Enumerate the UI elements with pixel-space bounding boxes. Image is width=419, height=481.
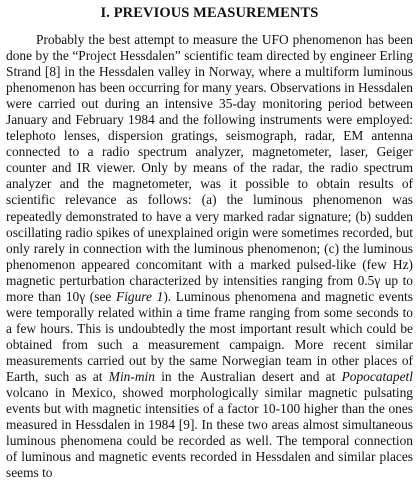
section-heading: I. PREVIOUS MEASUREMENTS bbox=[100, 5, 319, 21]
place-name-popocatapetl: Popocatapetl bbox=[341, 368, 413, 384]
figure-reference: Figure 1 bbox=[116, 288, 164, 304]
body-paragraph bbox=[6, 32, 413, 481]
paragraph-text: volcano in Mexico, showed morphologically similar magnetic pulsating events but with magnetic intensities of a factor 10-100 higher than the ones measured in Hessdalen in 1984 [9]. In these two areas almost simultaneous luminous phenomena could be recorded as well. The temporal connection of luminous and magnetic events recorded in Hessdalen and similar places seems to bbox=[6, 385, 413, 481]
paragraph-text: in the Australian desert and at bbox=[154, 368, 342, 384]
paper-page bbox=[6, 4, 413, 481]
place-name-min-min: Min-min bbox=[108, 368, 155, 384]
paragraph-text: Probably the best attempt to measure the UFO phenomenon has been done by the “Project Hessdalen” scientific team directed by engineer Erling Strand [8] in the Hessdalen valley in Norway, where a multiform luminous phenomenon has been occurring for many years. Observations in Hessdalen were carried out during an intensive 35-day monitoring period between January and February 1984 and the following instruments were employed: telephoto lenses, dispersion gratings, seismograph, radar, EM antenna connected to a radio spectrum analyzer, magnetometer, laser, Geiger counter and IR viewer. Only by means of the radar, the radio spectrum analyzer and the magnetometer, was it possible to obtain results of scientific relevance as follows: (a) the luminous phenomenon was repeatedly demonstrated to have a very marked radar signature; (b) sudden oscillating radio spikes of unexplained origin were sometimes recorded, but only rarely in connection with the luminous phenomenon; (c) the luminous phenomenon appeared concomitant with a marked pulsed-like (few Hz) magnetic perturbation characterized by intensities ranging from 0.5γ up to more than 10γ (see bbox=[6, 32, 413, 304]
paragraph-text: ). Luminous phenomena and magnetic events were temporally related within a time frame ranging from some seconds to a few hours. This is undoubtedly the most important result which could be obtained from such a measurement campaign. More recent similar measurements carried out by the same Norwegian team in other places of Earth, such as at bbox=[6, 288, 413, 384]
